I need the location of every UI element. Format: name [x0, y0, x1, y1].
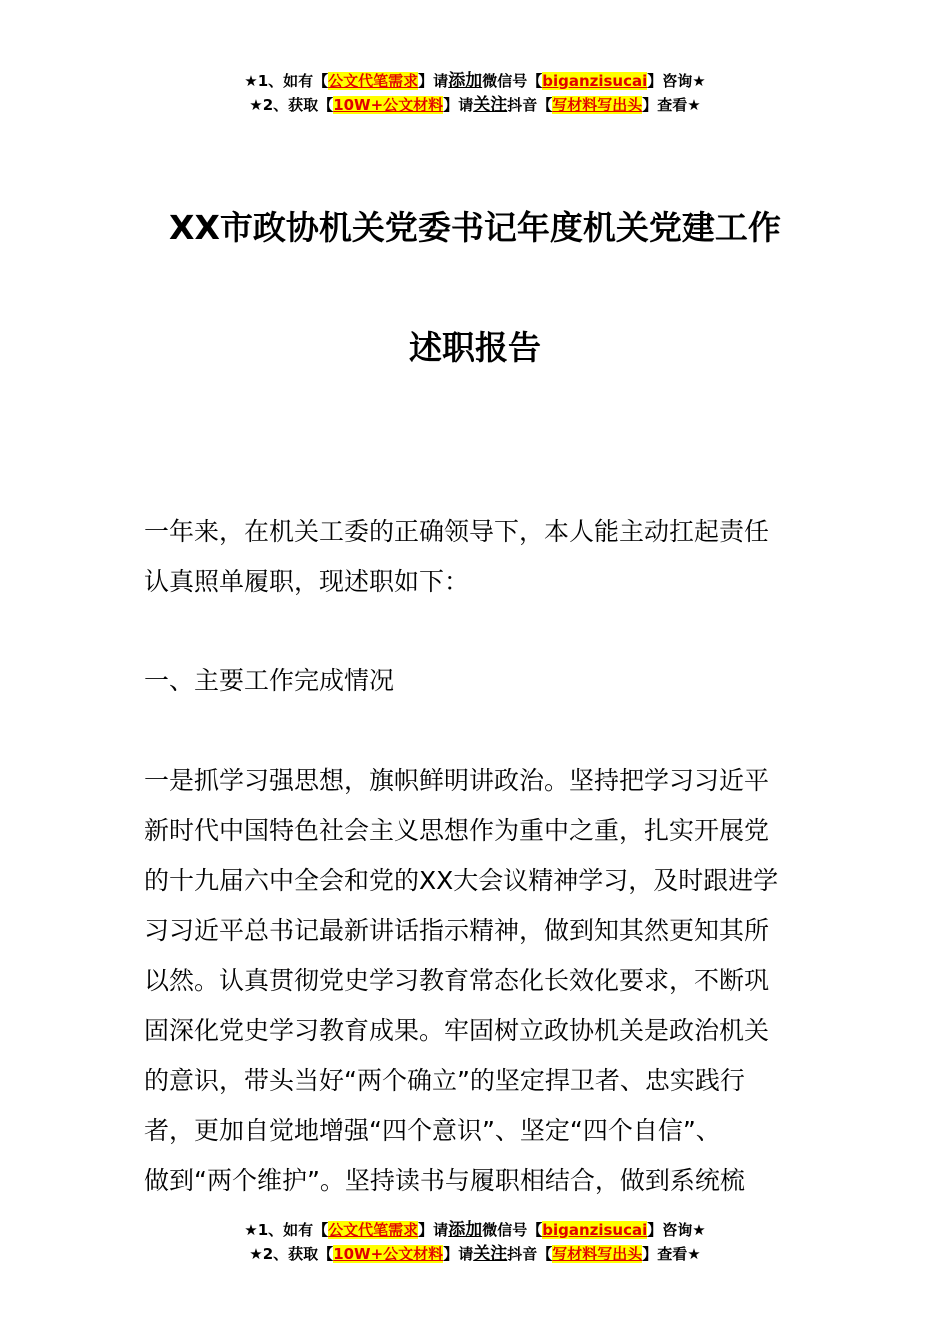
- paragraph-body: [144, 756, 824, 1206]
- text-line: 习习近平总书记最新讲话指示精神，做到知其然更知其所: [144, 916, 770, 945]
- text: 】查看★: [642, 96, 701, 114]
- text-line: 认真照单履职，现述职如下：: [144, 567, 470, 596]
- text: ★1、如有【: [244, 1221, 329, 1239]
- promo-banner-top: [0, 69, 950, 117]
- text-line: 者，更加自觉地增强“四个意识”、坚定“四个自信”、: [144, 1116, 721, 1145]
- text-line: 的意识，带头当好“两个确立”的坚定捍卫者、忠实践行: [144, 1066, 745, 1095]
- promo-line-2: [0, 93, 950, 117]
- highlight: biganzisucai: [542, 72, 648, 90]
- text-line: 固深化党史学习教育成果。牢固树立政协机关是政治机关: [144, 1016, 770, 1045]
- underlined-text: 添加: [448, 1220, 483, 1240]
- highlight: 10W+公文材料: [333, 1245, 444, 1263]
- text: 】请: [418, 1221, 449, 1239]
- highlight: biganzisucai: [542, 1221, 648, 1239]
- text: ★2、获取【: [249, 1245, 334, 1263]
- promo-line-2: [0, 1242, 950, 1266]
- text: 抖音【: [507, 1245, 553, 1263]
- promo-banner-bottom: [0, 1218, 950, 1266]
- paragraph-intro: [144, 507, 824, 607]
- promo-line-1: [0, 69, 950, 93]
- text: 抖音【: [507, 96, 553, 114]
- text: 微信号【: [482, 72, 543, 90]
- underlined-text: 添加: [448, 71, 483, 91]
- text-line: 一是抓学习强思想，旗帜鲜明讲政治。坚持把学习习近平: [144, 766, 770, 795]
- underlined-text: 关注: [473, 1244, 508, 1264]
- text: ★1、如有【: [244, 72, 329, 90]
- text-line: 做到“两个维护”。坚持读书与履职相结合，做到系统梳: [144, 1166, 745, 1195]
- document-title-line-2: 述职报告: [409, 328, 541, 367]
- text: 微信号【: [482, 1221, 543, 1239]
- text: ★2、获取【: [249, 96, 334, 114]
- promo-line-1: [0, 1218, 950, 1242]
- highlight: 公文代笔需求: [328, 72, 419, 90]
- highlight: 写材料写出头: [552, 1245, 643, 1263]
- document-title-line-1: XX市政协机关党委书记年度机关党建工作: [169, 208, 781, 247]
- text: 】咨询★: [647, 72, 706, 90]
- text-line: 的十九届六中全会和党的XX大会议精神学习，及时跟进学: [144, 866, 779, 895]
- underlined-text: 关注: [473, 95, 508, 115]
- highlight: 10W+公文材料: [333, 96, 444, 114]
- text: 】查看★: [642, 1245, 701, 1263]
- text-line: 新时代中国特色社会主义思想作为重中之重，扎实开展党: [144, 816, 770, 845]
- text: 】咨询★: [647, 1221, 706, 1239]
- section-heading: [144, 656, 824, 706]
- text-line: 一、主要工作完成情况: [144, 666, 395, 695]
- text: 】请: [443, 96, 474, 114]
- highlight: 写材料写出头: [552, 96, 643, 114]
- text: 】请: [418, 72, 449, 90]
- highlight: 公文代笔需求: [328, 1221, 419, 1239]
- text-line: 以然。认真贯彻党史学习教育常态化长效化要求，不断巩: [144, 966, 770, 995]
- text: 】请: [443, 1245, 474, 1263]
- text-line: 一年来，在机关工委的正确领导下，本人能主动扛起责任: [144, 517, 770, 546]
